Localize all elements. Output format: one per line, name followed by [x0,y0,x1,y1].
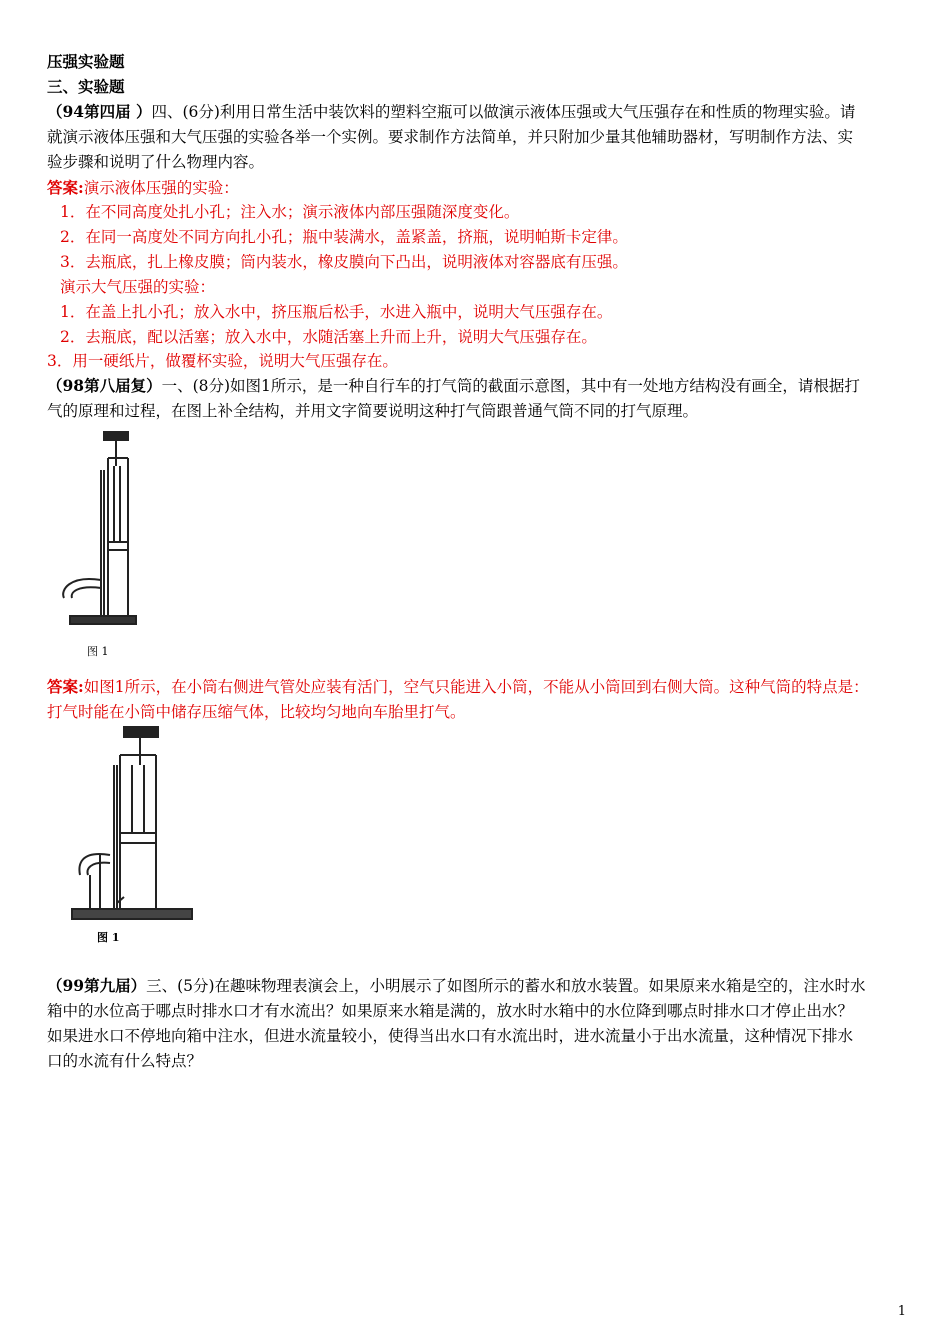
figure-1-caption: 图 1 [87,645,109,658]
figure-2-caption: 图 1 [97,931,120,944]
q3-line-4: 口的水流有什么特点？ [47,1052,203,1070]
answer2-line-2: 打气时能在小筒中储存压缩气体，比较均匀地向车胎里打气。 [47,703,466,721]
section-heading: 三、实验题 [47,77,125,96]
q3-line-2: 箱中的水位高于哪点时排水口才有水流出？如果原来水箱是满的，放水时水箱中的水位降到哪点时排水口才停止出水？ [47,1002,854,1020]
doc-title: 压强实验题 [47,52,125,71]
pump-figure-1 [50,430,160,635]
q3-line-3: 如果进水口不停地向箱中注水，但进水流量较小，使得当出水口有水流出时，进水流量小于出水流量，这种情况下排水 [47,1027,854,1045]
answer1-label: 答案: [47,178,84,197]
page-number: 1 [897,1304,906,1319]
answer1-liquid-3: 3．去瓶底，扎上橡皮膜；筒内装水，橡皮膜向下凸出，说明液体对容器底有压强。 [60,253,628,271]
answer1-intro-text: 演示液体压强的实验： [83,179,239,197]
q3-line-1 [47,976,866,996]
answer2-label: 答案: [47,677,84,696]
pump-figure-2 [70,725,220,925]
answer1-air-2: 2．去瓶底，配以活塞；放入水中，水随活塞上升而上升，说明大气压强存在。 [60,328,597,346]
q2-text-1: 一、(8分)如图1所示，是一种自行车的打气筒的截面示意图，其中有一处地方结构没有画全，请根据打 [161,377,860,395]
q3-source: （99第九届） [47,976,147,995]
answer2-text-1: 如图1所示，在小筒右侧进气管处应装有活门，空气只能进入小筒，不能从小筒回到右侧大筒。这种气筒的特点是： [83,678,869,696]
answer1-liquid-1: 1．在不同高度处扎小孔；注入水；演示液体内部压强随深度变化。 [60,203,520,221]
q2-source: （98第八届复） [47,376,162,395]
q1-line-3: 验步骤和说明了什么物理内容。 [47,153,265,171]
answer1-air-3: 3．用一硬纸片，做覆杯实验，说明大气压强存在。 [47,352,398,370]
q2-line-2: 气的原理和过程，在图上补全结构，并用文字简要说明这种打气筒跟普通气筒不同的打气原理。 [47,402,699,420]
q3-text-1: 三、(5分)在趣味物理表演会上，小明展示了如图所示的蓄水和放水装置。如果原来水箱是空的，注水时水 [146,977,866,995]
answer1-intro [47,178,239,198]
answer1-liquid-2: 2．在同一高度处不同方向扎小孔；瓶中装满水，盖紧盖，挤瓶，说明帕斯卡定律。 [60,228,628,246]
q1-line-2: 就演示液体压强和大气压强的实验各举一个实例。要求制作方法简单，并只附加少量其他辅助器材，写明制作方法、实 [47,128,854,146]
q1-line-1 [47,102,855,122]
q2-line-1 [47,376,860,396]
q1-source: （94第四届 ） [47,102,152,121]
answer1-air-1: 1．在盖上扎小孔；放入水中，挤压瓶后松手，水进入瓶中，说明大气压强存在。 [60,303,613,321]
answer1-air-intro: 演示大气压强的实验： [60,278,216,296]
answer2-line-1 [47,677,869,697]
q1-text-1: 四、(6分)利用日常生活中装饮料的塑料空瓶可以做演示液体压强或大气压强存在和性质的物理实验。请 [151,103,856,121]
